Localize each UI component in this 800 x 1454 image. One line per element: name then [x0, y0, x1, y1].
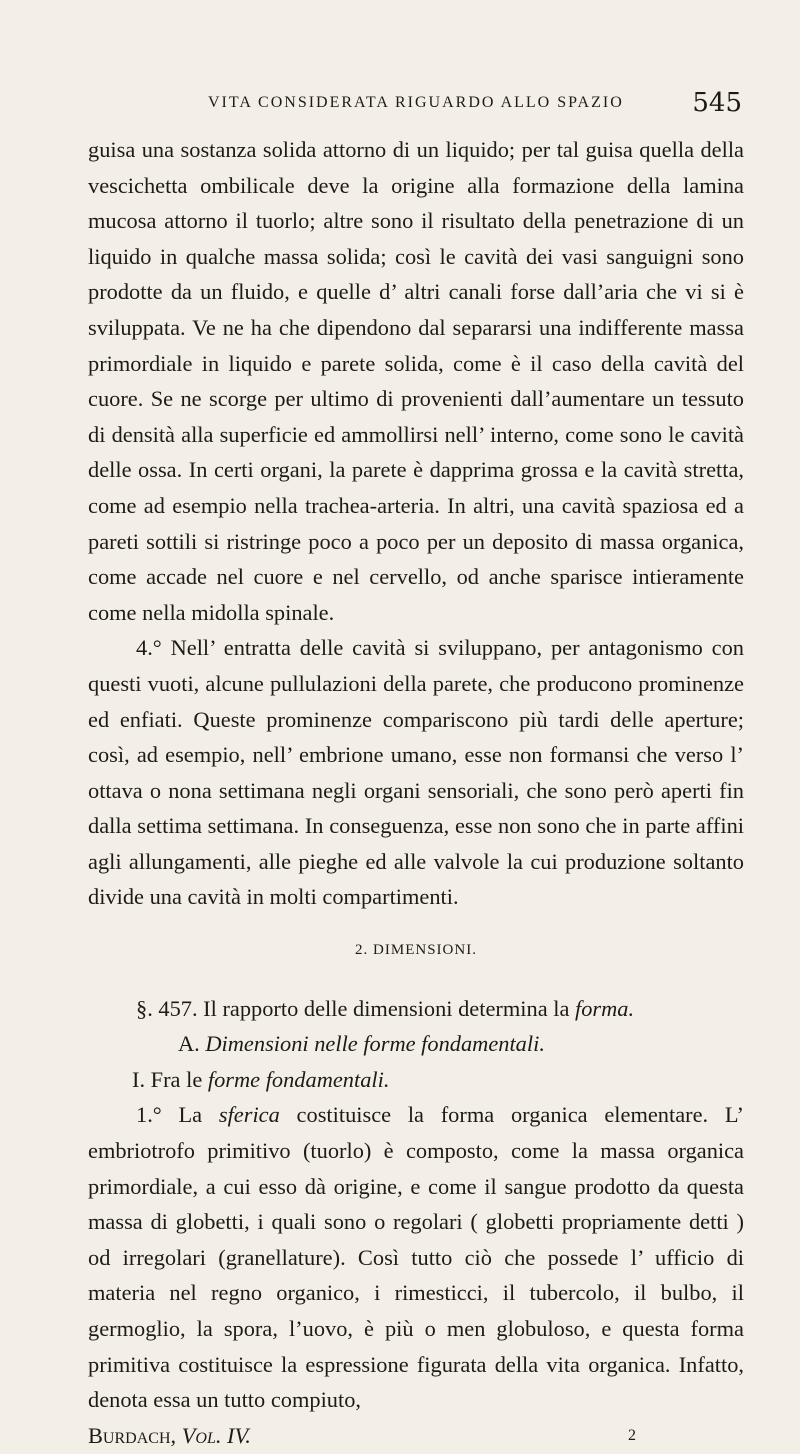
paragraph-457-italic: forma. — [575, 995, 635, 1021]
paragraph-cavity-formation: guisa una sostanza solida attorno di un liquido; per tal guisa quella della vescichetta ombilicale deve la origine alla formazione della lamina mucosa attorno il tuorlo; altre sono il risultato della penetrazione di un liquido in qualche massa solida; così le cavità dei vasi sanguigni sono prodotte da un fluido, e quelle d’ altri canali forse dall’aria che vi si è sviluppata. Ve ne ha che dipendono dal separarsi una indifferente massa primordiale in liquido e parete solida, come è il caso della cavità del cuore. Se ne scorge per ultimo di provenienti dall’aumentare un tessuto di densità alla superficie ed ammollirsi nell’ interno, come sono le cavità delle ossa. In certi organi, la parete è dapprima grossa e la cavità stretta, come ad esempio nella trachea-arteria. In altri, una cavità spaziosa ed a pareti sottili si ristringe poco a poco per un deposito di massa organica, come accade nel cuore e nel cervello, od anche sparisce intieramente come nella midolla spinale. — [88, 137, 744, 625]
paragraph-spherical-prefix: 1.° La — [136, 1102, 219, 1128]
running-title: VITA CONSIDERATA RIGUARDO ALLO SPAZIO — [208, 94, 624, 111]
paragraph-457 — [88, 991, 744, 1027]
footer-author — [88, 1418, 251, 1454]
page-footer — [88, 1418, 744, 1454]
subheading-a — [88, 1026, 744, 1062]
section-heading: 2. DIMENSIONI. — [355, 942, 477, 959]
paragraph-457-text: §. 457. Il rapporto delle dimensioni determina la — [136, 995, 575, 1021]
paragraph-spherical-italic: sferica — [218, 1102, 280, 1128]
subheading-a-italic: Dimensioni nelle forme fondamentali. — [205, 1031, 545, 1057]
running-head — [88, 88, 744, 128]
subheading-a-prefix: A. — [178, 1031, 206, 1057]
paragraph-prominences: 4.° Nell’ entratta delle cavità si sviluppano, per antagonismo con questi vuoti, alcune pullulazioni della parete, che producono prominenze ed enfiati. Queste prominenze compariscono più tardi delle aperture; così, ad esempio, nell’ embrione umano, esse non formansi che verso l’ ottava o nona settimana negli organi sensoriali, che sono però aperti fin dalla settima settimana. In conseguenza, esse non sono che in parte affini agli allungamenti, alle pieghe ed alle valvole la cui produzione soltanto divide una cavità in molti compartimenti. — [88, 635, 744, 910]
page-body — [88, 132, 744, 1454]
paragraph-spherical-rest: costituisce la forma organica elementare. L’ embriotrofo primitivo (tuorlo) è composto, come la massa organica primordiale, a cui esso dà origine, e come il sangue prodotto da questa massa di globetti, i quali sono o regolari ( globetti propriamente detti ) od irregolari (granellature). Così tutto ciò che possede l’ ufficio di materia nel regno organico, i rimesticci, il tubercolo, il bulbo, il germoglio, la spora, l’uovo, è più o men globuloso, e questa forma primitiva costituisce la espressione figurata della vita organica. Infatto, denota essa un tutto compiuto, — [88, 1102, 744, 1413]
footer-author-name: Burdach, — [88, 1422, 177, 1448]
subheading-i-italic: forme fondamentali. — [207, 1066, 390, 1092]
footer-volume: Vol. IV. — [181, 1422, 251, 1448]
signature-mark: 2 — [628, 1426, 636, 1444]
paragraph-spherical-form — [88, 1097, 744, 1417]
page-number: 545 — [692, 88, 742, 118]
subheading-i — [88, 1062, 744, 1098]
subheading-i-prefix: I. Fra le — [132, 1066, 208, 1092]
